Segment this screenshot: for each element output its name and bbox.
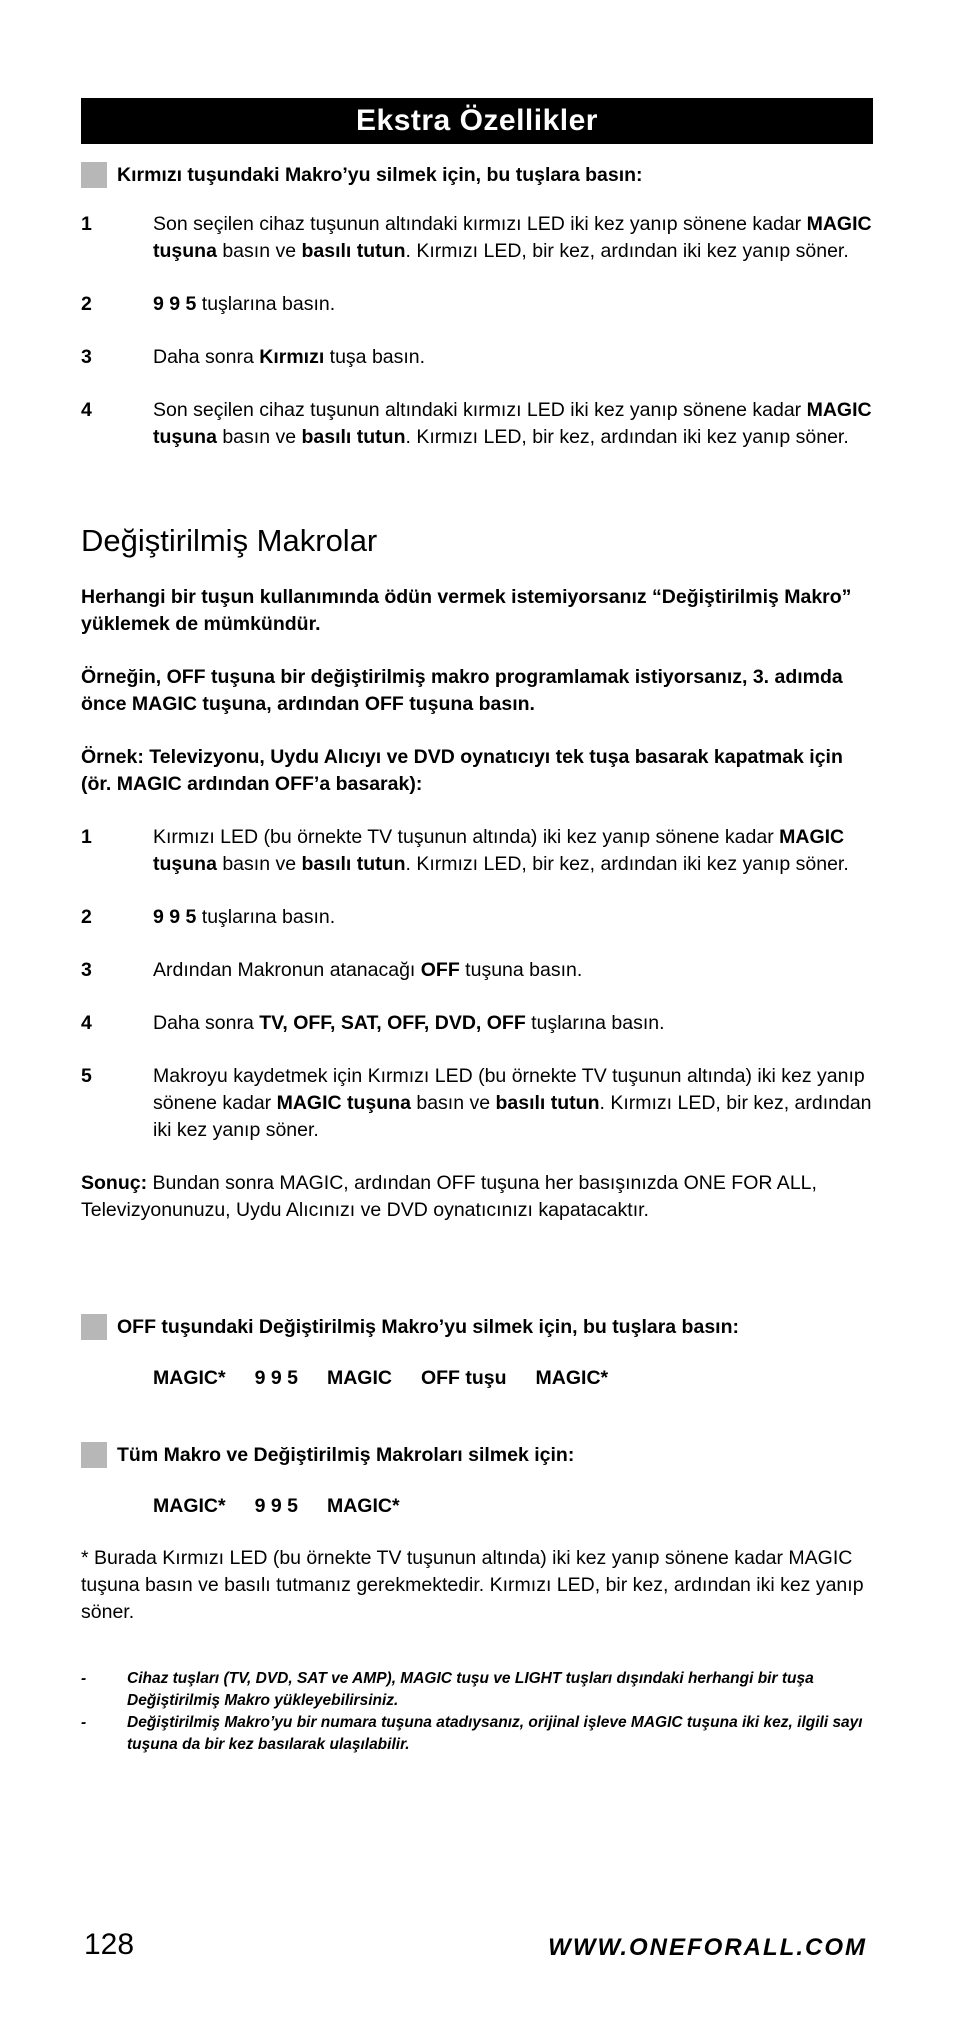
key-label: MAGIC* xyxy=(326,1495,400,1517)
key-label: MAGIC* xyxy=(153,1367,226,1389)
result-label: Sonuç: xyxy=(81,1172,148,1194)
step-number: 1 xyxy=(81,213,92,235)
key-label: MAGIC* xyxy=(535,1367,609,1389)
section-delete-all-macros-heading xyxy=(81,1442,873,1468)
key-label: 9 9 5 xyxy=(254,1495,298,1517)
step-text: Son seçilen cihaz tuşunun altındaki kırmızı LED iki kez yanıp sönene kadar MAGIC tuşuna basın ve basılı tutun. Kırmızı LED, bir kez, ardından iki kez yanıp söner. xyxy=(153,399,872,448)
note-dash: - xyxy=(81,1714,87,1731)
bullet-square-icon xyxy=(81,162,107,188)
step-item xyxy=(81,397,873,451)
intro-paragraph: Örneğin, OFF tuşuna bir değiştirilmiş makro programlamak istiyorsanız, 3. adımda önce MAGIC tuşuna, ardından OFF tuşuna basın. xyxy=(81,666,843,715)
section-heading-text: Tüm Makro ve Değiştirilmiş Makroları silmek için: xyxy=(117,1443,575,1466)
step-text: Son seçilen cihaz tuşunun altındaki kırmızı LED iki kez yanıp sönene kadar MAGIC tuşuna basın ve basılı tutun. Kırmızı LED, bir kez, ardından iki kez yanıp söner. xyxy=(153,213,872,262)
step-number: 4 xyxy=(81,399,92,421)
step-text: Kırmızı LED (bu örnekte TV tuşunun altında) iki kez yanıp sönene kadar MAGIC tuşuna basın ve basılı tutun. Kırmızı LED, bir kez, ardından iki kez yanıp söner. xyxy=(153,826,849,875)
step-number: 4 xyxy=(81,1012,92,1034)
step-item xyxy=(81,904,873,931)
page-header-title: Ekstra Özellikler xyxy=(356,104,598,137)
note-text: Değiştirilmiş Makro’yu bir numara tuşuna atadıysanız, orijinal işleve MAGIC tuşuna iki kez, ilgili sayı tuşuna da bir kez basılarak ulaşılabilir. xyxy=(127,1714,863,1753)
bullet-square-icon xyxy=(81,1314,107,1340)
step-item xyxy=(81,211,873,265)
step-text: Daha sonra Kırmızı tuşa basın. xyxy=(153,346,426,368)
step-text: Makroyu kaydetmek için Kırmızı LED (bu örnekte TV tuşunun altında) iki kez yanıp sönene kadar MAGIC tuşuna basın ve basılı tutun. Kırmızı LED, bir kez, ardından iki kez yanıp söner. xyxy=(153,1065,872,1141)
step-item xyxy=(81,824,873,878)
bullet-square-icon xyxy=(81,1442,107,1468)
section-heading-text: OFF tuşundaki Değiştirilmiş Makro’yu silmek için, bu tuşlara basın: xyxy=(117,1315,739,1338)
section-delete-off-macro-heading xyxy=(81,1314,873,1340)
key-label: MAGIC* xyxy=(153,1495,226,1517)
section-heading-text: Kırmızı tuşundaki Makro’yu silmek için, bu tuşlara basın: xyxy=(117,163,643,186)
note-item xyxy=(81,1712,873,1756)
website-url: WWW.ONEFORALL.COM xyxy=(548,1934,867,1961)
step-item xyxy=(81,291,873,318)
note-dash: - xyxy=(81,1670,87,1687)
key-label: MAGIC xyxy=(326,1367,392,1389)
step-text: Ardından Makronun atanacağı OFF tuşuna basın. xyxy=(153,959,583,981)
step-number: 5 xyxy=(81,1065,92,1087)
footnote: * Burada Kırmızı LED (bu örnekte TV tuşunun altında) iki kez yanıp sönene kadar MAGIC tuşuna basın ve basılı tutmanız gerekmektedir. Kırmızı LED, bir kez, ardından iki kez yanıp söner. xyxy=(81,1547,864,1623)
page-header xyxy=(81,98,873,144)
step-text: 9 9 5 tuşlarına basın. xyxy=(153,906,336,928)
step-item xyxy=(81,1010,873,1037)
step-text: Daha sonra TV, OFF, SAT, OFF, DVD, OFF tuşlarına basın. xyxy=(153,1012,665,1034)
step-number: 1 xyxy=(81,826,92,848)
step-number: 2 xyxy=(81,906,92,928)
key-label: 9 9 5 xyxy=(254,1367,298,1389)
step-item xyxy=(81,1063,873,1144)
step-item xyxy=(81,957,873,984)
page-content xyxy=(81,98,873,1756)
step-item xyxy=(81,344,873,371)
result-paragraph xyxy=(81,1170,873,1224)
note-item xyxy=(81,1668,873,1712)
section-title: Değiştirilmiş Makrolar xyxy=(81,523,378,558)
result-text: Bundan sonra MAGIC, ardından OFF tuşuna her basışınızda ONE FOR ALL, Televizyonunuzu, Uydu Alıcınızı ve DVD oynatıcınızı kapatacaktır. xyxy=(81,1172,817,1221)
key-sequence xyxy=(81,1495,873,1518)
page-number: 128 xyxy=(84,1928,135,1961)
intro-paragraph: Herhangi bir tuşun kullanımında ödün vermek istemiyorsanız “Değiştirilmiş Makro” yüklemek de mümkündür. xyxy=(81,586,852,635)
step-number: 2 xyxy=(81,293,92,315)
note-text: Cihaz tuşları (TV, DVD, SAT ve AMP), MAGIC tuşu ve LIGHT tuşları dışındaki herhangi bir tuşa Değiştirilmiş Makro yükleyebilirsiniz. xyxy=(127,1670,814,1709)
key-label: OFF tuşu xyxy=(420,1367,507,1389)
section-delete-red-macro-heading xyxy=(81,162,873,188)
intro-paragraph: Örnek: Televizyonu, Uydu Alıcıyı ve DVD oynatıcıyı tek tuşa basarak kapatmak için (ör. MAGIC ardından OFF’a basarak): xyxy=(81,746,843,795)
step-text: 9 9 5 tuşlarına basın. xyxy=(153,293,336,315)
step-number: 3 xyxy=(81,346,92,368)
section1-steps xyxy=(81,211,873,451)
step-number: 3 xyxy=(81,959,92,981)
section2-steps xyxy=(81,824,873,1144)
key-sequence xyxy=(81,1367,873,1390)
notes-list xyxy=(81,1668,873,1756)
